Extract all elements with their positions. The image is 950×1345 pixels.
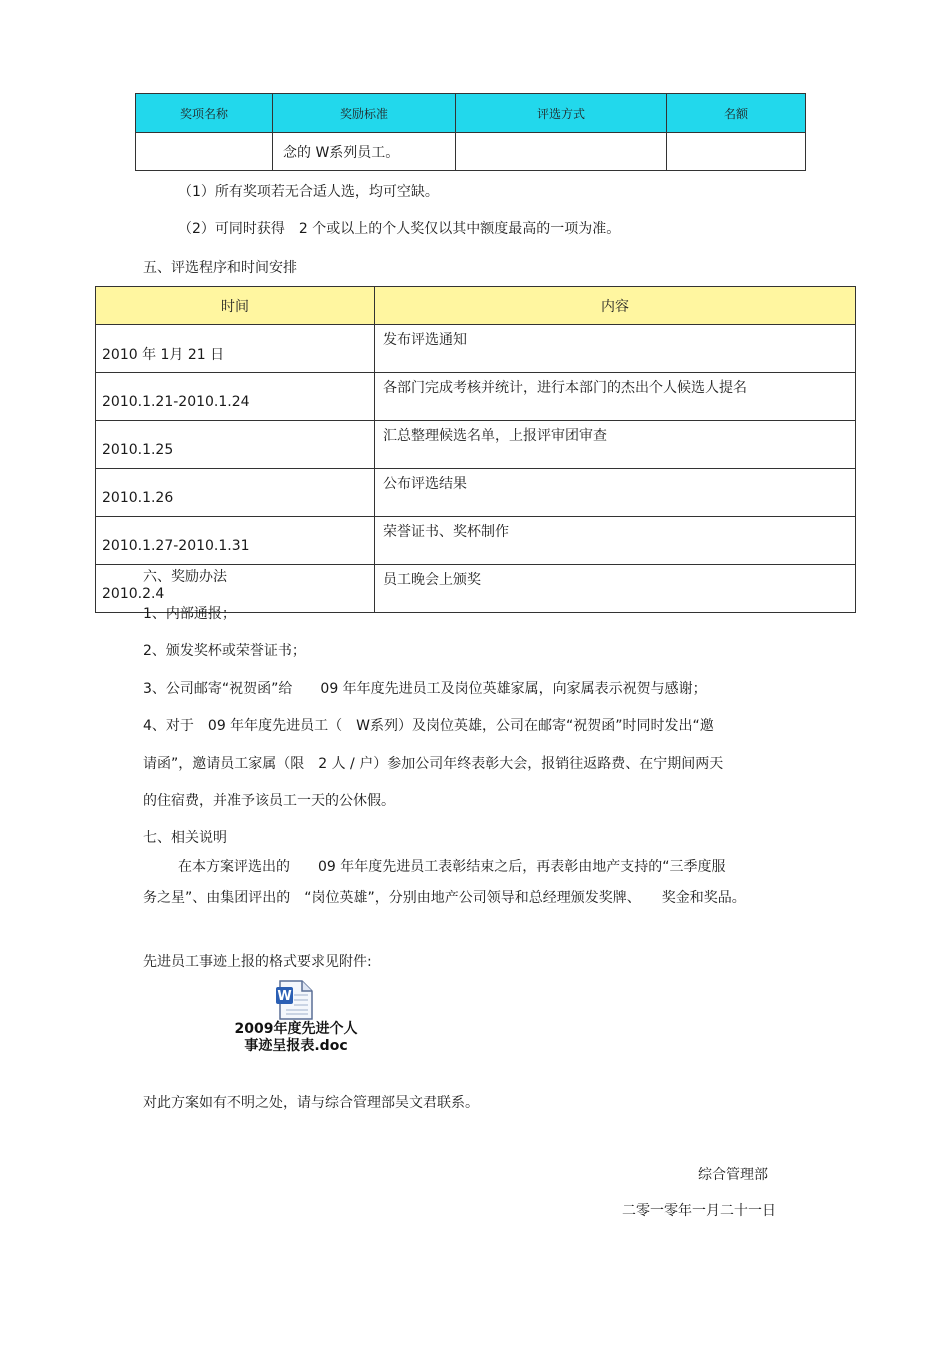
- section7-line-1: 在本方案评选出的 09 年年度先进员工表彰结束之后，再表彰由地产支持的“三季度服: [178, 859, 726, 875]
- schedule-header-content: 内容: [375, 287, 856, 325]
- award-cell-name: [136, 133, 273, 171]
- award-header-standard: 奖励标准: [273, 94, 456, 133]
- award-table-header-row: [136, 94, 806, 133]
- section6-title: 六、奖励办法: [143, 569, 227, 585]
- schedule-content: 各部门完成考核并统计，进行本部门的杰出个人候选人提名: [375, 373, 856, 421]
- table-row: [96, 517, 856, 565]
- schedule-content: 发布评选通知: [375, 325, 856, 373]
- schedule-time: 2010 年 1月 21 日: [96, 325, 375, 373]
- word-document-icon[interactable]: [274, 979, 316, 1021]
- reward-item-4-line-3: 的住宿费，并准予该员工一天的公休假。: [143, 793, 395, 809]
- schedule-content: 公布评选结果: [375, 469, 856, 517]
- schedule-time: 2010.2.4: [96, 565, 375, 613]
- award-header-quota: 名额: [667, 94, 806, 133]
- table-row: [96, 421, 856, 469]
- attachment-label[interactable]: [226, 1021, 366, 1055]
- reward-item-4-line-2: 请函”，邀请员工家属（限 2 人 / 户）参加公司年终表彰大会，报销往返路费、在宁期间两天: [143, 756, 724, 772]
- signature-department: 综合管理部: [698, 1167, 768, 1183]
- table-row: [96, 325, 856, 373]
- award-table: [135, 93, 806, 171]
- reward-item-3: 3、公司邮寄“祝贺函”给 09 年年度先进员工及岗位英雄家属，向家属表示祝贺与感谢；: [143, 681, 707, 697]
- note-1: （1）所有奖项若无合适人选，均可空缺。: [178, 184, 439, 200]
- award-cell-quota: [667, 133, 806, 171]
- attachment-name-line-1: 2009年度先进个人: [234, 1021, 358, 1037]
- section7-line-2: 务之星”、由集团评出的 “岗位英雄”，分别由地产公司领导和总经理颁发奖牌、 奖金和奖品。: [143, 890, 746, 906]
- section5-title: 五、评选程序和时间安排: [143, 260, 297, 276]
- schedule-header-row: [96, 287, 856, 325]
- attachment-intro: 先进员工事迹上报的格式要求见附件:: [143, 954, 372, 970]
- schedule-content: 汇总整理候选名单，上报评审团审查: [375, 421, 856, 469]
- award-cell-standard: 念的 W系列员工。: [273, 133, 456, 171]
- schedule-table: [95, 286, 856, 613]
- reward-item-1: 1、内部通报；: [143, 606, 236, 622]
- table-row: [96, 373, 856, 421]
- award-header-name: 奖项名称: [136, 94, 273, 133]
- svg-text:W: W: [277, 989, 292, 1004]
- signature-date: 二零一零年一月二十一日: [622, 1203, 776, 1219]
- schedule-time: 2010.1.21-2010.1.24: [96, 373, 375, 421]
- reward-item-4-line-1: 4、对于 09 年年度先进员工（ W系列）及岗位英雄，公司在邮寄“祝贺函”时同时发出“邀: [143, 718, 714, 734]
- table-row: [136, 133, 806, 171]
- schedule-content: 荣誉证书、奖杯制作: [375, 517, 856, 565]
- contact-note: 对此方案如有不明之处，请与综合管理部吴文君联系。: [143, 1095, 479, 1111]
- note-2: （2）可同时获得 2 个或以上的个人奖仅以其中额度最高的一项为准。: [178, 221, 621, 237]
- table-row: [96, 469, 856, 517]
- section7-title: 七、相关说明: [143, 830, 227, 846]
- attachment-name-line-2: 事迹呈报表.doc: [244, 1038, 348, 1054]
- award-cell-method: [456, 133, 667, 171]
- schedule-time: 2010.1.25: [96, 421, 375, 469]
- schedule-header-time: 时间: [96, 287, 375, 325]
- schedule-time: 2010.1.26: [96, 469, 375, 517]
- schedule-time: 2010.1.27-2010.1.31: [96, 517, 375, 565]
- award-header-method: 评选方式: [456, 94, 667, 133]
- schedule-content: 员工晚会上颁奖: [375, 565, 856, 613]
- reward-item-2: 2、颁发奖杯或荣誉证书；: [143, 643, 306, 659]
